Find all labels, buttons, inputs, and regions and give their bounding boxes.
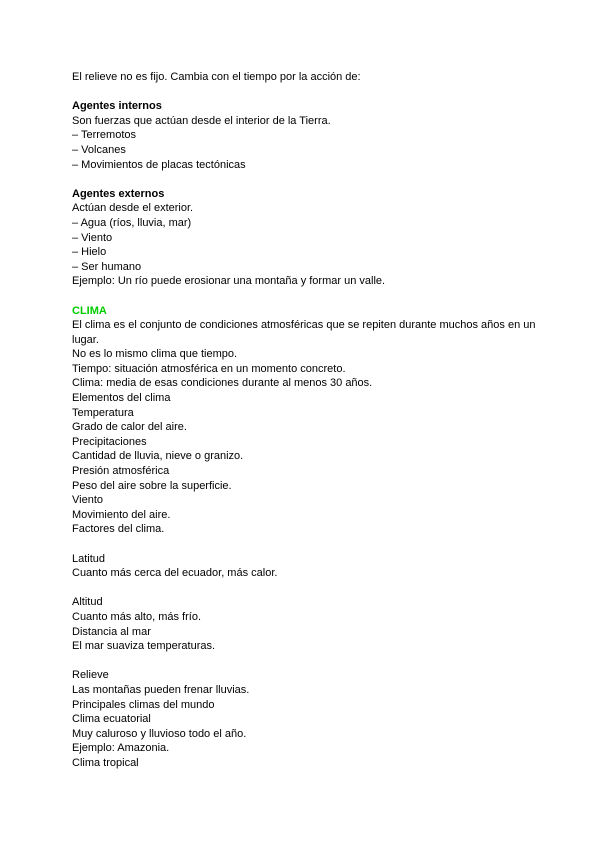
text-line: Peso del aire sobre la superficie. (72, 479, 232, 492)
text-line: Clima: media de esas condiciones durante al menos 30 años. (72, 377, 373, 390)
text-line: Cuanto más cerca del ecuador, más calor. (72, 567, 278, 580)
paragraph-gap (72, 581, 542, 596)
text-line: Tiempo: situación atmosférica en un momento concreto. (72, 362, 346, 375)
document-body (72, 70, 542, 771)
paragraph-gap (72, 654, 542, 669)
text-line: Actúan desde el exterior. (72, 202, 194, 215)
paragraph-gap (72, 172, 542, 187)
list-item: – Agua (ríos, lluvia, mar) (72, 216, 192, 229)
text-line: Elementos del clima (72, 392, 171, 405)
text-line: El clima es el conjunto de condiciones atmosféricas que se repiten durante muchos años en un lugar. (72, 319, 536, 346)
text-line: Clima tropical (72, 756, 139, 769)
text-line: Grado de calor del aire. (72, 421, 187, 434)
text-line: Factores del clima. (72, 523, 165, 536)
text-line: Precipitaciones (72, 435, 147, 448)
text-line: Viento (72, 494, 103, 507)
text-line: Las montañas pueden frenar lluvias. (72, 683, 250, 696)
section-heading-clima: CLIMA (72, 304, 107, 317)
example-line: Ejemplo: Un río puede erosionar una montaña y formar un valle. (72, 275, 386, 288)
text-line: Altitud (72, 596, 103, 609)
section-heading-agentes-externos: Agentes externos (72, 187, 165, 200)
text-line: Muy caluroso y lluvioso todo el año. (72, 727, 247, 740)
text-line: Movimiento del aire. (72, 508, 171, 521)
paragraph-gap (72, 85, 542, 100)
section-heading-agentes-internos: Agentes internos (72, 100, 162, 113)
text-line: Cantidad de lluvia, nieve o granizo. (72, 450, 244, 463)
text-line: Clima ecuatorial (72, 713, 151, 726)
text-line: Presión atmosférica (72, 465, 170, 478)
list-item: – Viento (72, 231, 113, 244)
paragraph-gap (72, 537, 542, 552)
list-item: – Ser humano (72, 260, 142, 273)
list-item: – Movimientos de placas tectónicas (72, 158, 246, 171)
list-item: – Volcanes (72, 143, 126, 156)
text-line: Ejemplo: Amazonia. (72, 742, 170, 755)
text-line: Distancia al mar (72, 625, 151, 638)
list-item: – Hielo (72, 246, 107, 259)
text-line: Temperatura (72, 406, 134, 419)
list-item: – Terremotos (72, 129, 136, 142)
text-line: Principales climas del mundo (72, 698, 215, 711)
text-line: Relieve (72, 669, 109, 682)
text-line: El mar suaviza temperaturas. (72, 640, 216, 653)
text-line: No es lo mismo clima que tiempo. (72, 348, 238, 361)
paragraph-gap (72, 289, 542, 304)
intro-text: El relieve no es fijo. Cambia con el tiempo por la acción de: (72, 71, 361, 83)
text-line: Son fuerzas que actúan desde el interior de la Tierra. (72, 114, 331, 127)
text-line: Latitud (72, 552, 106, 565)
text-line: Cuanto más alto, más frío. (72, 610, 201, 623)
